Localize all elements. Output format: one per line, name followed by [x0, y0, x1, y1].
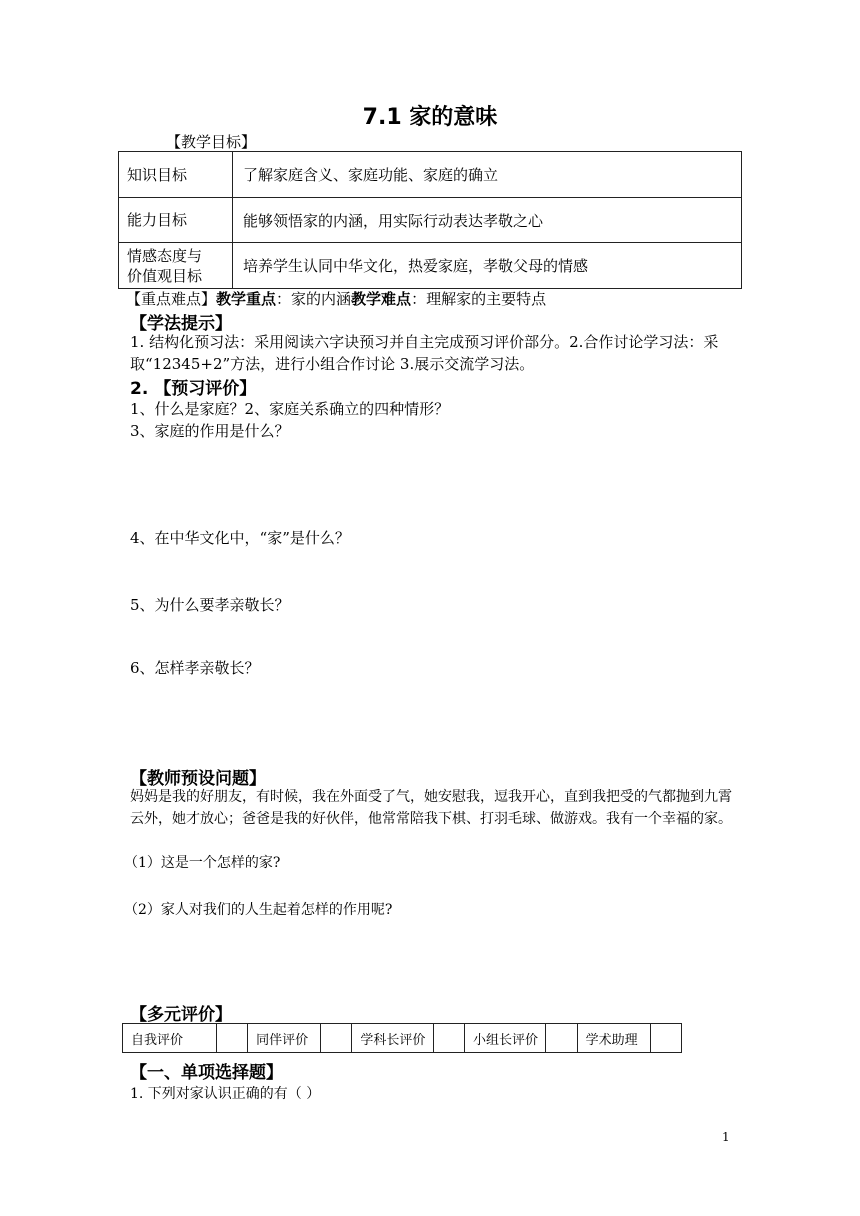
goals-row: [119, 198, 742, 243]
eval-blank[interactable]: [650, 1024, 681, 1053]
teacher-passage: 妈妈是我的好朋友，有时候，我在外面受了气，她安慰我，逗我开心，直到我把受的气都抛到九霄云外，她才放心；爸爸是我的好伙伴，他常常陪我下棋、打羽毛球、做游戏。我有一个幸福的家。: [130, 789, 732, 827]
goals-label: 【教学目标】: [166, 133, 257, 151]
preview-question: 1、什么是家庭？2、家庭关系确立的四种情形？: [130, 400, 450, 418]
preview-question: 5、为什么要孝亲敬长？: [130, 596, 290, 614]
evaluation-table: [122, 1023, 682, 1053]
goal-key: [119, 243, 233, 289]
eval-blank[interactable]: [216, 1024, 247, 1053]
goal-value: 了解家庭含义、家庭功能、家庭的确立: [233, 152, 742, 198]
difficulty-label: 教学难点: [351, 290, 412, 308]
preview-question: 4、在中华文化中，“家”是什么？: [130, 529, 350, 547]
method-heading: 【学法提示】: [130, 314, 232, 334]
teacher-question: （1）这是一个怎样的家?: [124, 855, 281, 871]
goal-key: 能力目标: [119, 198, 233, 243]
goal-value: 能够领悟家的内涵，用实际行动表达孝敬之心: [233, 198, 742, 243]
eval-label: 小组长评价: [465, 1024, 546, 1053]
teacher-heading: 【教师预设问题】: [130, 769, 266, 789]
goal-key-line1: 情感态度与: [127, 246, 203, 265]
keypoints: [126, 288, 546, 309]
evaluation-row: [123, 1024, 682, 1053]
method-text: 1. 结构化预习法：采用阅读六字诀预习并自主完成预习评价部分。2.合作讨论学习法：采取“12345+2”方法，进行小组合作讨论 3.展示交流学习法。: [130, 333, 719, 373]
eval-blank[interactable]: [321, 1024, 352, 1053]
evaluation-heading: 【多元评价】: [130, 1005, 232, 1025]
goal-value: 培养学生认同中华文化，热爱家庭，孝敬父母的情感: [233, 243, 742, 289]
page-number: 1: [722, 1130, 730, 1144]
teacher-question: （2）家人对我们的人生起着怎样的作用呢?: [124, 902, 393, 918]
focus-label: 教学重点: [216, 290, 277, 308]
exercise-question: 1. 下列对家认识正确的有（ ）: [130, 1086, 321, 1102]
eval-blank[interactable]: [433, 1024, 464, 1053]
preview-heading: 2. 【预习评价】: [130, 379, 257, 399]
focus-text: ：家的内涵: [276, 290, 352, 308]
eval-label: 同伴评价: [248, 1024, 321, 1053]
exercise-heading: 【一、单项选择题】: [130, 1063, 283, 1083]
eval-blank[interactable]: [546, 1024, 577, 1053]
goal-key-line2: 价值观目标: [127, 266, 203, 285]
preview-question: 6、怎样孝亲敬长？: [130, 659, 260, 677]
eval-label: 自我评价: [123, 1024, 217, 1053]
goal-key: 知识目标: [119, 152, 233, 198]
goals-row: [119, 243, 742, 289]
eval-label: 学科长评价: [352, 1024, 433, 1053]
eval-label: 学术助理: [577, 1024, 650, 1053]
goals-row: [119, 152, 742, 198]
preview-question: 3、家庭的作用是什么？: [130, 422, 290, 440]
goals-table: [118, 151, 742, 289]
page-title: 7.1 家的意味: [362, 105, 498, 130]
difficulty-text: ：理解家的主要特点: [411, 290, 547, 308]
keypoints-label: 【重点难点】: [126, 290, 217, 308]
